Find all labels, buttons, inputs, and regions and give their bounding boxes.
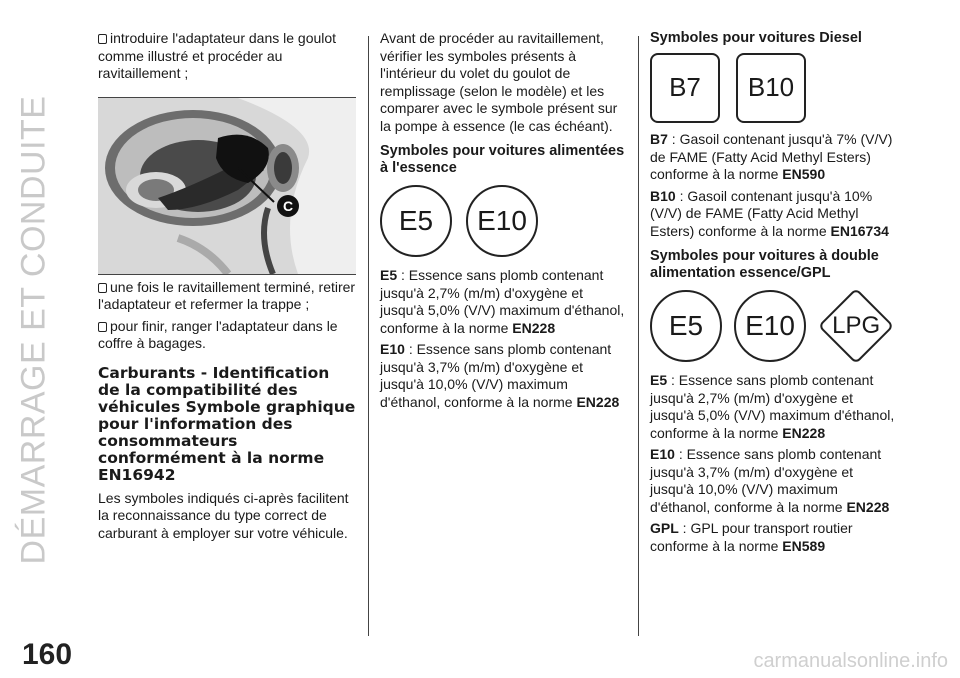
intro-paragraph: Avant de procéder au ravitaillement, vérifier les symboles présents à l'intérieur du volet du goulot de remplissage (selon le modèle) et les comparer avec le symbole présent sur la pompe à essence (le cas échéant). — [380, 30, 618, 134]
definition-e10: E10 : Essence sans plomb contenant jusqu'à 3,7% (m/m) d'oxygène et jusqu'à 10,0% (V/V) maximum d'éthanol, conforme à la norme EN228 — [650, 446, 890, 515]
definition-gpl: GPL : GPL pour transport routier conforme à la norme EN589 — [650, 520, 853, 554]
symbol-lpg-wrapper — [818, 288, 894, 364]
dual-fuel-symbols-row — [650, 288, 900, 364]
checkbox-bullet-icon — [98, 322, 107, 332]
section-heading: Carburants - Identification de la compatibilité des véhicules Symbole graphique pour l'information des consommateurs conformément à la norme EN16942 — [98, 363, 356, 484]
fuel-adapter-illustration — [98, 98, 356, 274]
column-1 — [98, 30, 356, 546]
diesel-symbols-heading: Symboles pour voitures Diesel — [650, 30, 862, 46]
page-number: 160 — [22, 638, 73, 671]
checkbox-bullet-icon — [98, 283, 107, 293]
symbol-e10-circle: E10 — [734, 290, 806, 362]
diesel-symbols-row — [650, 53, 900, 123]
column-2 — [380, 30, 630, 415]
section-side-title-text: DÉMARRAGE ET CONDUITE — [14, 95, 53, 565]
bullet-item: introduire l'adaptateur dans le goulot comme illustré et procéder au ravitaillement ; — [98, 30, 337, 81]
symbol-b10-square: B10 — [736, 53, 806, 123]
intro-paragraph: Les symboles indiqués ci-après facilitent la reconnaissance du type correct de carburant à employer sur votre véhicule. — [98, 489, 349, 541]
definition-e5: E5 : Essence sans plomb contenant jusqu'à 2,7% (m/m) d'oxygène et jusqu'à 5,0% (V/V) maximum d'éthanol, conforme à la norme EN228 — [650, 372, 895, 441]
watermark: carmanualsonline.info — [753, 650, 948, 672]
column-divider — [638, 36, 639, 636]
figure-code — [313, 271, 352, 275]
callout-c-label: C — [282, 197, 294, 214]
definition-b7: B7 : Gasoil contenant jusqu'à 7% (V/V) de FAME (Fatty Acid Methyl Esters) conforme à la norme EN590 — [650, 131, 893, 182]
checkbox-bullet-icon — [98, 34, 107, 44]
column-divider — [368, 36, 369, 636]
petrol-symbols-row — [380, 185, 630, 257]
symbol-e5-circle: E5 — [380, 185, 452, 257]
bullet-item: pour finir, ranger l'adaptateur dans le coffre à bagages. — [98, 317, 338, 351]
definition-e10: E10 : Essence sans plomb contenant jusqu'à 3,7% (m/m) d'oxygène et jusqu'à 10,0% (V/V) maximum d'éthanol, conforme à la norme EN228 — [380, 341, 620, 410]
symbol-lpg-diamond: LPG — [818, 288, 894, 364]
column-3 — [650, 30, 900, 559]
definition-b10: B10 : Gasoil contenant jusqu'à 10% (V/V) de FAME (Fatty Acid Methyl Esters) conforme à la norme EN16734 — [650, 187, 889, 239]
symbol-b7-square: B7 — [650, 53, 720, 123]
symbol-e5-circle: E5 — [650, 290, 722, 362]
figure-fuel-adapter — [98, 97, 356, 275]
bullet-item: une fois le ravitaillement terminé, retirer l'adaptateur et refermer la trappe ; — [98, 278, 356, 312]
figure-number — [100, 271, 113, 275]
dual-fuel-symbols-heading: Symboles pour voitures à double alimentation essence/GPL — [650, 248, 879, 281]
definition-e5: E5 : Essence sans plomb contenant jusqu'à 2,7% (m/m) d'oxygène et jusqu'à 5,0% (V/V) maximum d'éthanol, conforme à la norme EN228 — [380, 267, 625, 336]
petrol-symbols-heading: Symboles pour voitures alimentées à l'essence — [380, 143, 625, 176]
symbol-e10-circle: E10 — [466, 185, 538, 257]
